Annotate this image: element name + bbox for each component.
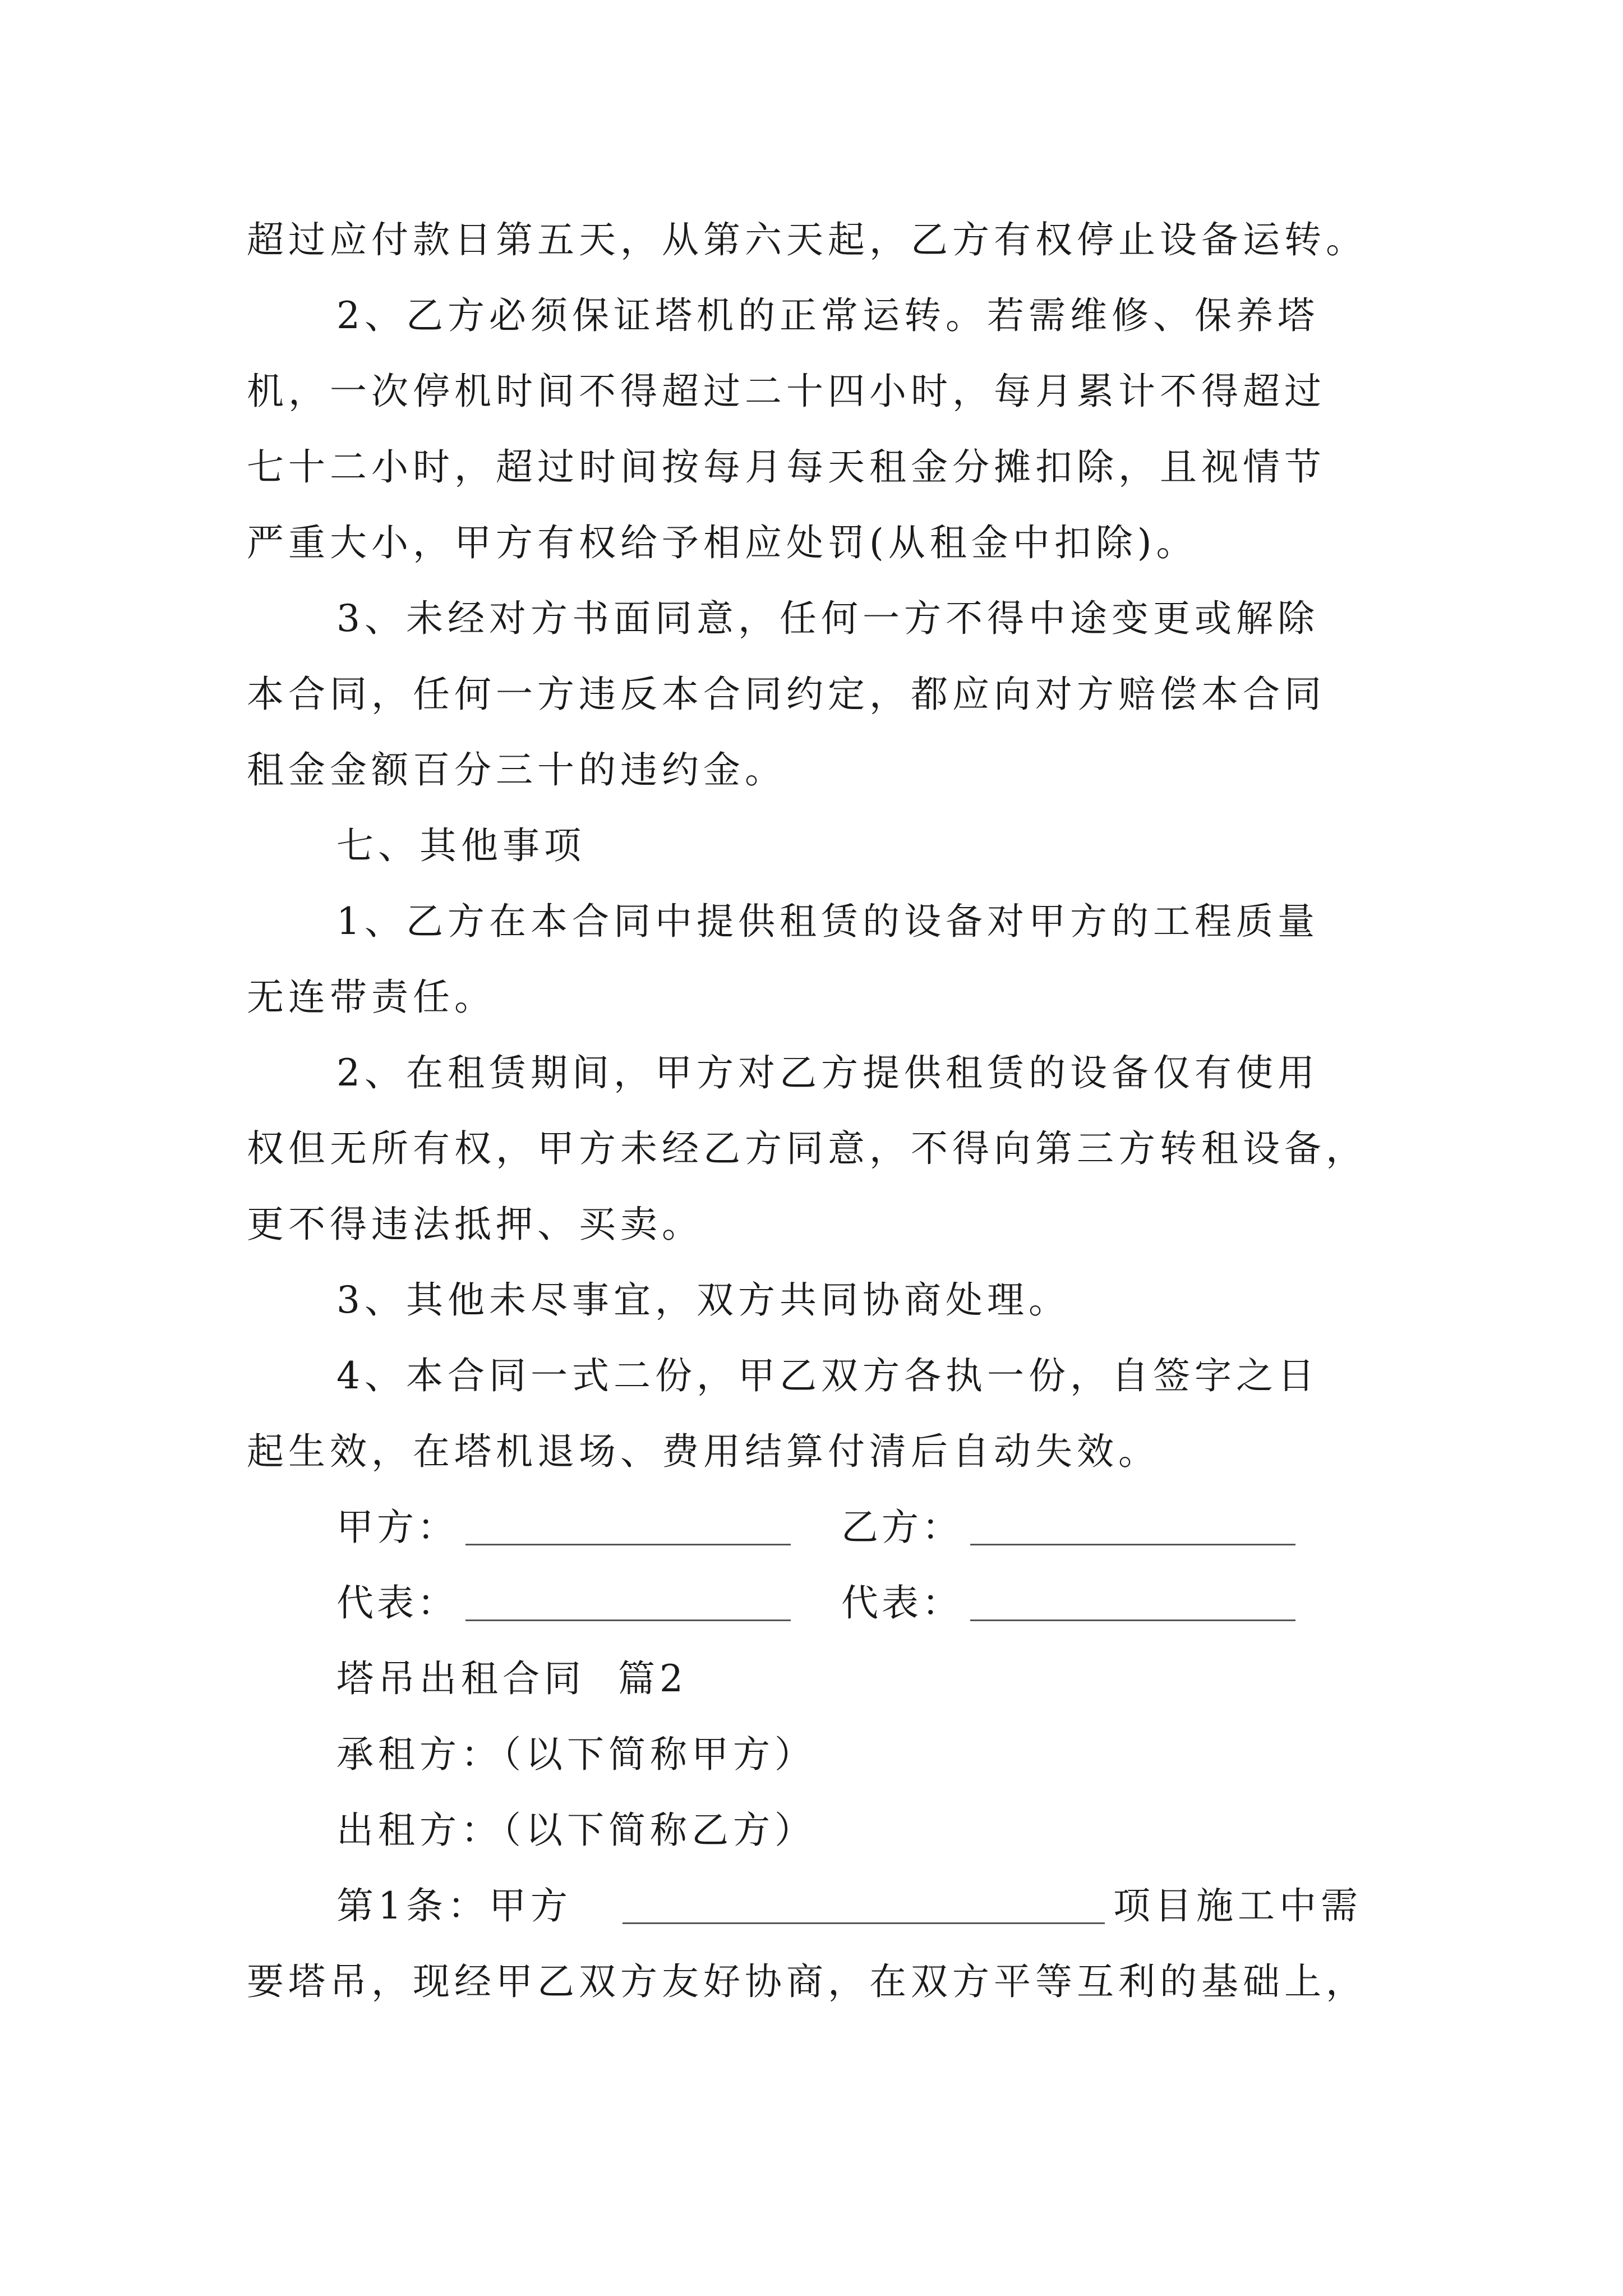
- party-a-label: 甲方：: [336, 1506, 458, 1549]
- paragraph-line: 2、在租赁期间，甲方对乙方提供租赁的设备仅有使用: [336, 1051, 1319, 1094]
- article-1-suffix: 项目施工中需: [1113, 1884, 1362, 1927]
- paragraph-line: 更不得违法抵押、买卖。: [247, 1203, 703, 1246]
- paragraph-line: 机，一次停机时间不得超过二十四小时，每月累计不得超过: [247, 370, 1326, 413]
- article-1-prefix: 第1条：甲方: [336, 1884, 572, 1927]
- rep-b-signature-blank[interactable]: [970, 1619, 1295, 1621]
- paragraph-line: 起生效，在塔机退场、费用结算付清后自动失效。: [247, 1430, 1160, 1473]
- paragraph-line: 超过应付款日第五天，从第六天起，乙方有权停止设备运转。: [247, 218, 1367, 261]
- project-name-blank[interactable]: [623, 1922, 1105, 1924]
- section-heading: 七、其他事项: [336, 824, 585, 867]
- paragraph-line: 要塔吊，现经甲乙双方友好协商，在双方平等互利的基础上，: [247, 1960, 1367, 2003]
- paragraph-line: 4、本合同一式二份，甲乙双方各执一份，自签字之日: [336, 1354, 1319, 1397]
- lessor-line: 出租方：（以下简称乙方）: [336, 1809, 816, 1852]
- rep-b-label: 代表：: [841, 1581, 962, 1625]
- paragraph-line: 七十二小时，超过时间按每月每天租金分摊扣除，且视情节: [247, 445, 1326, 489]
- contract-title: 塔吊出租合同 篇2: [336, 1657, 688, 1700]
- party-a-signature-blank[interactable]: [465, 1544, 791, 1545]
- paragraph-line: 本合同，任何一方违反本合同约定，都应向对方赔偿本合同: [247, 673, 1326, 716]
- paragraph-line: 3、未经对方书面同意，任何一方不得中途变更或解除: [336, 597, 1319, 640]
- paragraph-line: 严重大小，甲方有权给予相应处罚(从租金中扣除)。: [247, 521, 1198, 564]
- party-b-signature-blank[interactable]: [970, 1544, 1295, 1545]
- paragraph-line: 1、乙方在本合同中提供租赁的设备对甲方的工程质量: [336, 900, 1319, 943]
- rep-a-label: 代表：: [336, 1581, 458, 1625]
- paragraph-line: 无连带责任。: [247, 976, 496, 1019]
- rep-a-signature-blank[interactable]: [465, 1619, 791, 1621]
- paragraph-line: 权但无所有权，甲方未经乙方同意，不得向第三方转租设备，: [247, 1127, 1367, 1170]
- paragraph-line: 3、其他未尽事宜，双方共同协商处理。: [336, 1278, 1070, 1322]
- paragraph-line: 2、乙方必须保证塔机的正常运转。若需维修、保养塔: [336, 294, 1319, 337]
- lessee-line: 承租方：（以下简称甲方）: [336, 1733, 816, 1776]
- paragraph-line: 租金金额百分三十的违约金。: [247, 748, 786, 792]
- party-b-label: 乙方：: [841, 1506, 962, 1549]
